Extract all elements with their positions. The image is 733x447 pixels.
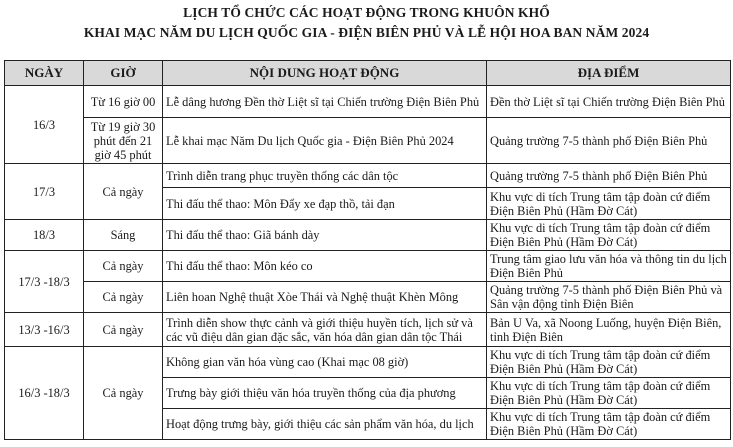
table-row xyxy=(5,313,731,347)
time-cell: Từ 16 giờ 00 xyxy=(84,86,163,118)
place-cell: Khu vực di tích Trung tâm tập đoàn cứ điểm Điện Biên Phủ (Hầm Đờ Cát) xyxy=(487,220,731,251)
place-cell: Trung tâm giao lưu văn hóa và thông tin du lịch Điện Biên Phủ xyxy=(487,251,731,282)
table-row xyxy=(5,220,731,251)
schedule-table xyxy=(4,60,731,440)
date-cell: 17/3 -18/3 xyxy=(5,251,84,313)
table-row xyxy=(5,282,731,313)
table-row xyxy=(5,164,731,188)
time-cell: Cả ngày xyxy=(84,251,163,282)
content-cell: Thi đấu thể thao: Môn kéo co xyxy=(163,251,487,282)
place-cell: Khu vực di tích Trung tâm tập đoàn cứ điểm Điện Biên Phủ (Hầm Đờ Cát) xyxy=(487,188,731,220)
content-cell: Thi đấu thể thao: Môn Đẩy xe đạp thồ, tải đạn xyxy=(163,188,487,220)
header-place: ĐỊA ĐIỂM xyxy=(487,61,731,86)
place-cell: Bản U Va, xã Noong Luống, huyện Điện Biên, tỉnh Điện Biên xyxy=(487,313,731,347)
date-cell: 13/3 -16/3 xyxy=(5,313,84,347)
content-cell: Trình diễn show thực cảnh và giới thiệu huyền tích, lịch sử và các vũ điệu dân gian đặc sắc, văn hóa dân gian dân tộc Thái xyxy=(163,313,487,347)
date-cell: 17/3 xyxy=(5,164,84,220)
header-time: GIỜ xyxy=(84,61,163,86)
place-cell: Khu vực di tích Trung tâm tập đoàn cứ điểm Điện Biên Phủ (Hầm Đờ Cát) xyxy=(487,378,731,409)
time-cell: Cả ngày xyxy=(84,347,163,440)
content-cell: Liên hoan Nghệ thuật Xòe Thái và Nghệ thuật Khèn Mông xyxy=(163,282,487,313)
document-title-line-2: KHAI MẠC NĂM DU LỊCH QUỐC GIA - ĐIỆN BIÊN PHỦ VÀ LỄ HỘI HOA BAN NĂM 2024 xyxy=(83,25,650,40)
time-cell: Cả ngày xyxy=(84,313,163,347)
content-cell: Trình diễn trang phục truyền thống các dân tộc xyxy=(163,164,487,188)
content-cell: Trưng bày giới thiệu văn hóa truyền thống của địa phương xyxy=(163,378,487,409)
time-cell: Từ 19 giờ 30 phút đến 21 giờ 45 phút xyxy=(84,118,163,164)
content-cell: Lễ dâng hương Đền thờ Liệt sĩ tại Chiến trường Điện Biên Phủ xyxy=(163,86,487,118)
date-cell: 16/3 -18/3 xyxy=(5,347,84,440)
content-cell: Thi đấu thể thao: Giã bánh dày xyxy=(163,220,487,251)
table-header-row xyxy=(5,61,731,86)
content-cell: Lễ khai mạc Năm Du lịch Quốc gia - Điện Biên Phủ 2024 xyxy=(163,118,487,164)
header-date: NGÀY xyxy=(5,61,84,86)
date-cell: 16/3 xyxy=(5,86,84,164)
place-cell: Khu vực di tích Trung tâm tập đoàn cứ điểm Điện Biên Phủ (Hầm Đờ Cát) xyxy=(487,409,731,440)
table-row xyxy=(5,86,731,118)
document-title-line-1: LỊCH TỔ CHỨC CÁC HOẠT ĐỘNG TRONG KHUÔN KHỔ xyxy=(183,5,550,20)
time-cell: Cả ngày xyxy=(84,164,163,220)
table-row xyxy=(5,251,731,282)
place-cell: Quảng trường 7-5 thành phố Điện Biên Phủ xyxy=(487,164,731,188)
place-cell: Khu vực di tích Trung tâm tập đoàn cứ điểm Điện Biên Phủ (Hầm Đờ Cát) xyxy=(487,347,731,378)
content-cell: Hoạt động trưng bày, giới thiệu các sản phẩm văn hóa, du lịch xyxy=(163,409,487,440)
table-row xyxy=(5,347,731,378)
place-cell: Đền thờ Liệt sĩ tại Chiến trường Điện Biên Phủ xyxy=(487,86,731,118)
content-cell: Không gian văn hóa vùng cao (Khai mạc 08 giờ) xyxy=(163,347,487,378)
time-cell: Sáng xyxy=(84,220,163,251)
table-row xyxy=(5,118,731,164)
date-cell: 18/3 xyxy=(5,220,84,251)
time-cell: Cả ngày xyxy=(84,282,163,313)
place-cell: Quảng trường 7-5 thành phố Điện Biên Phủ xyxy=(487,118,731,164)
place-cell: Quảng trường 7-5 thành phố Điện Biên Phủ và Sân vận động tỉnh Điện Biên xyxy=(487,282,731,313)
header-content: NỘI DUNG HOẠT ĐỘNG xyxy=(163,61,487,86)
